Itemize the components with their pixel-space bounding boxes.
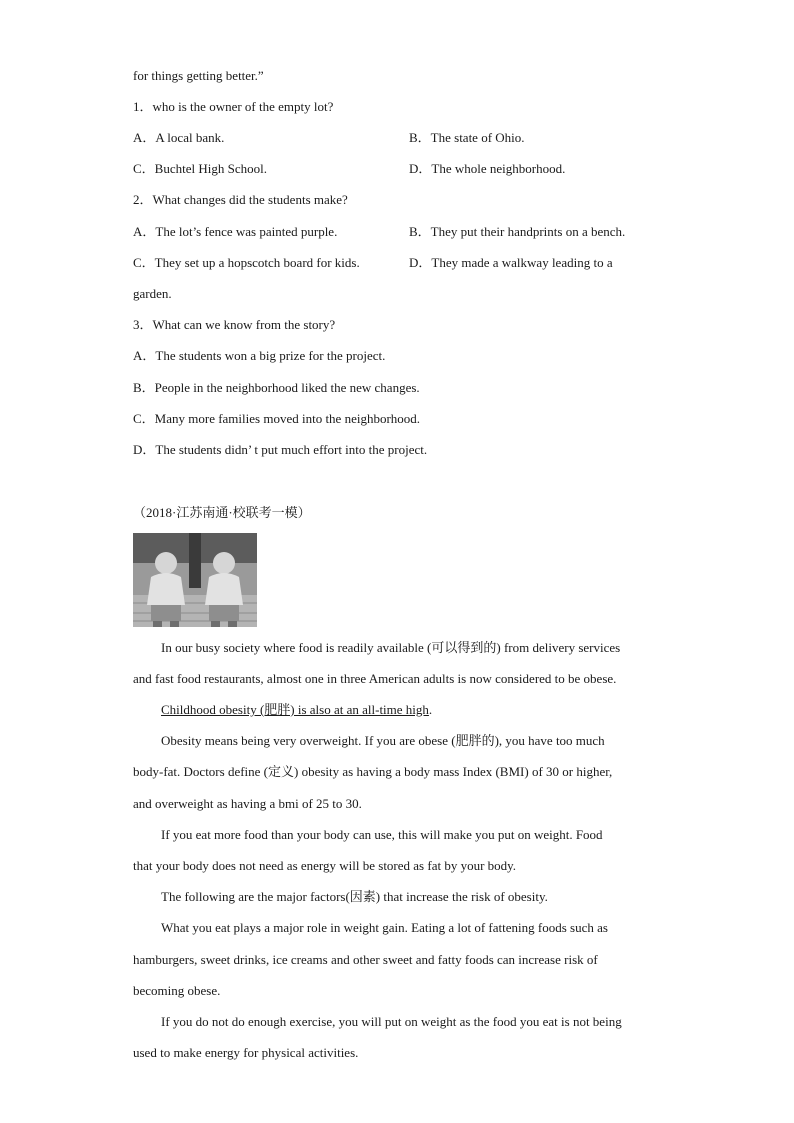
question-2-option-a: A．The lot’s fence was painted purple. [133, 224, 338, 239]
paragraph-4-line-1: If you eat more food than your body can use, this will make you put on weight. Food [161, 827, 603, 842]
question-2-option-b: B．They put their handprints on a bench. [409, 224, 626, 239]
question-3-option-a: A．The students won a big prize for the project. [133, 348, 386, 363]
question-2-stem: 2．What changes did the students make? [133, 192, 348, 207]
paragraph-3-line-1: Obesity means being very overweight. If you are obese (肥胖的), you have too much [161, 733, 605, 748]
question-3-option-d: D．The students didn’ t put much effort into the project. [133, 442, 428, 457]
question-3-option-b: B．People in the neighborhood liked the new changes. [133, 380, 420, 395]
paragraph-5: The following are the major factors(因素) that increase the risk of obesity. [161, 889, 548, 904]
question-1-option-b: B．The state of Ohio. [409, 130, 525, 145]
paragraph-3-line-2: body-fat. Doctors define (定义) obesity as having a body mass Index (BMI) of 30 or higher, [133, 764, 613, 779]
paragraph-1-line-1: In our busy society where food is readily available (可以得到的) from delivery services [161, 640, 621, 655]
paragraph-6-line-2: hamburgers, sweet drinks, ice creams and other sweet and fatty foods can increase risk of [133, 952, 598, 967]
paragraph-3-line-3: and overweight as having a bmi of 25 to 30. [133, 796, 362, 811]
source-citation: （2018·江苏南通·校联考一模） [133, 505, 311, 520]
question-2-option-d: D．They made a walkway leading to a [409, 255, 613, 270]
paragraph-4-line-2: that your body does not need as energy will be stored as fat by your body. [133, 858, 517, 873]
question-1-option-c: C．Buchtel High School. [133, 161, 267, 176]
paragraph-1-line-2: and fast food restaurants, almost one in three American adults is now considered to be obese. [133, 671, 617, 686]
passage-continuation: for things getting better.” [133, 68, 264, 83]
underlined-sentence: Childhood obesity (肥胖) is also at an all-time high [161, 702, 429, 717]
question-2-option-c: C．They set up a hopscotch board for kids. [133, 255, 360, 270]
paragraph-2 [161, 702, 432, 718]
question-1-stem: 1．who is the owner of the empty lot? [133, 99, 334, 114]
paragraph-6-line-3: becoming obese. [133, 983, 221, 998]
two-children-image [133, 533, 257, 627]
paragraph-6-line-1: What you eat plays a major role in weight gain. Eating a lot of fattening foods such as [161, 920, 608, 935]
question-3-option-c: C．Many more families moved into the neighborhood. [133, 411, 421, 426]
paragraph-7-line-2: used to make energy for physical activities. [133, 1045, 359, 1060]
passage-photo [133, 533, 257, 627]
question-1-option-a: A．A local bank. [133, 130, 225, 145]
question-1-option-d: D．The whole neighborhood. [409, 161, 566, 176]
question-2-option-d-wrap: garden. [133, 286, 172, 301]
question-3-stem: 3．What can we know from the story? [133, 317, 336, 332]
paragraph-7-line-1: If you do not do enough exercise, you will put on weight as the food you eat is not being [161, 1014, 622, 1029]
period: . [428, 702, 433, 717]
